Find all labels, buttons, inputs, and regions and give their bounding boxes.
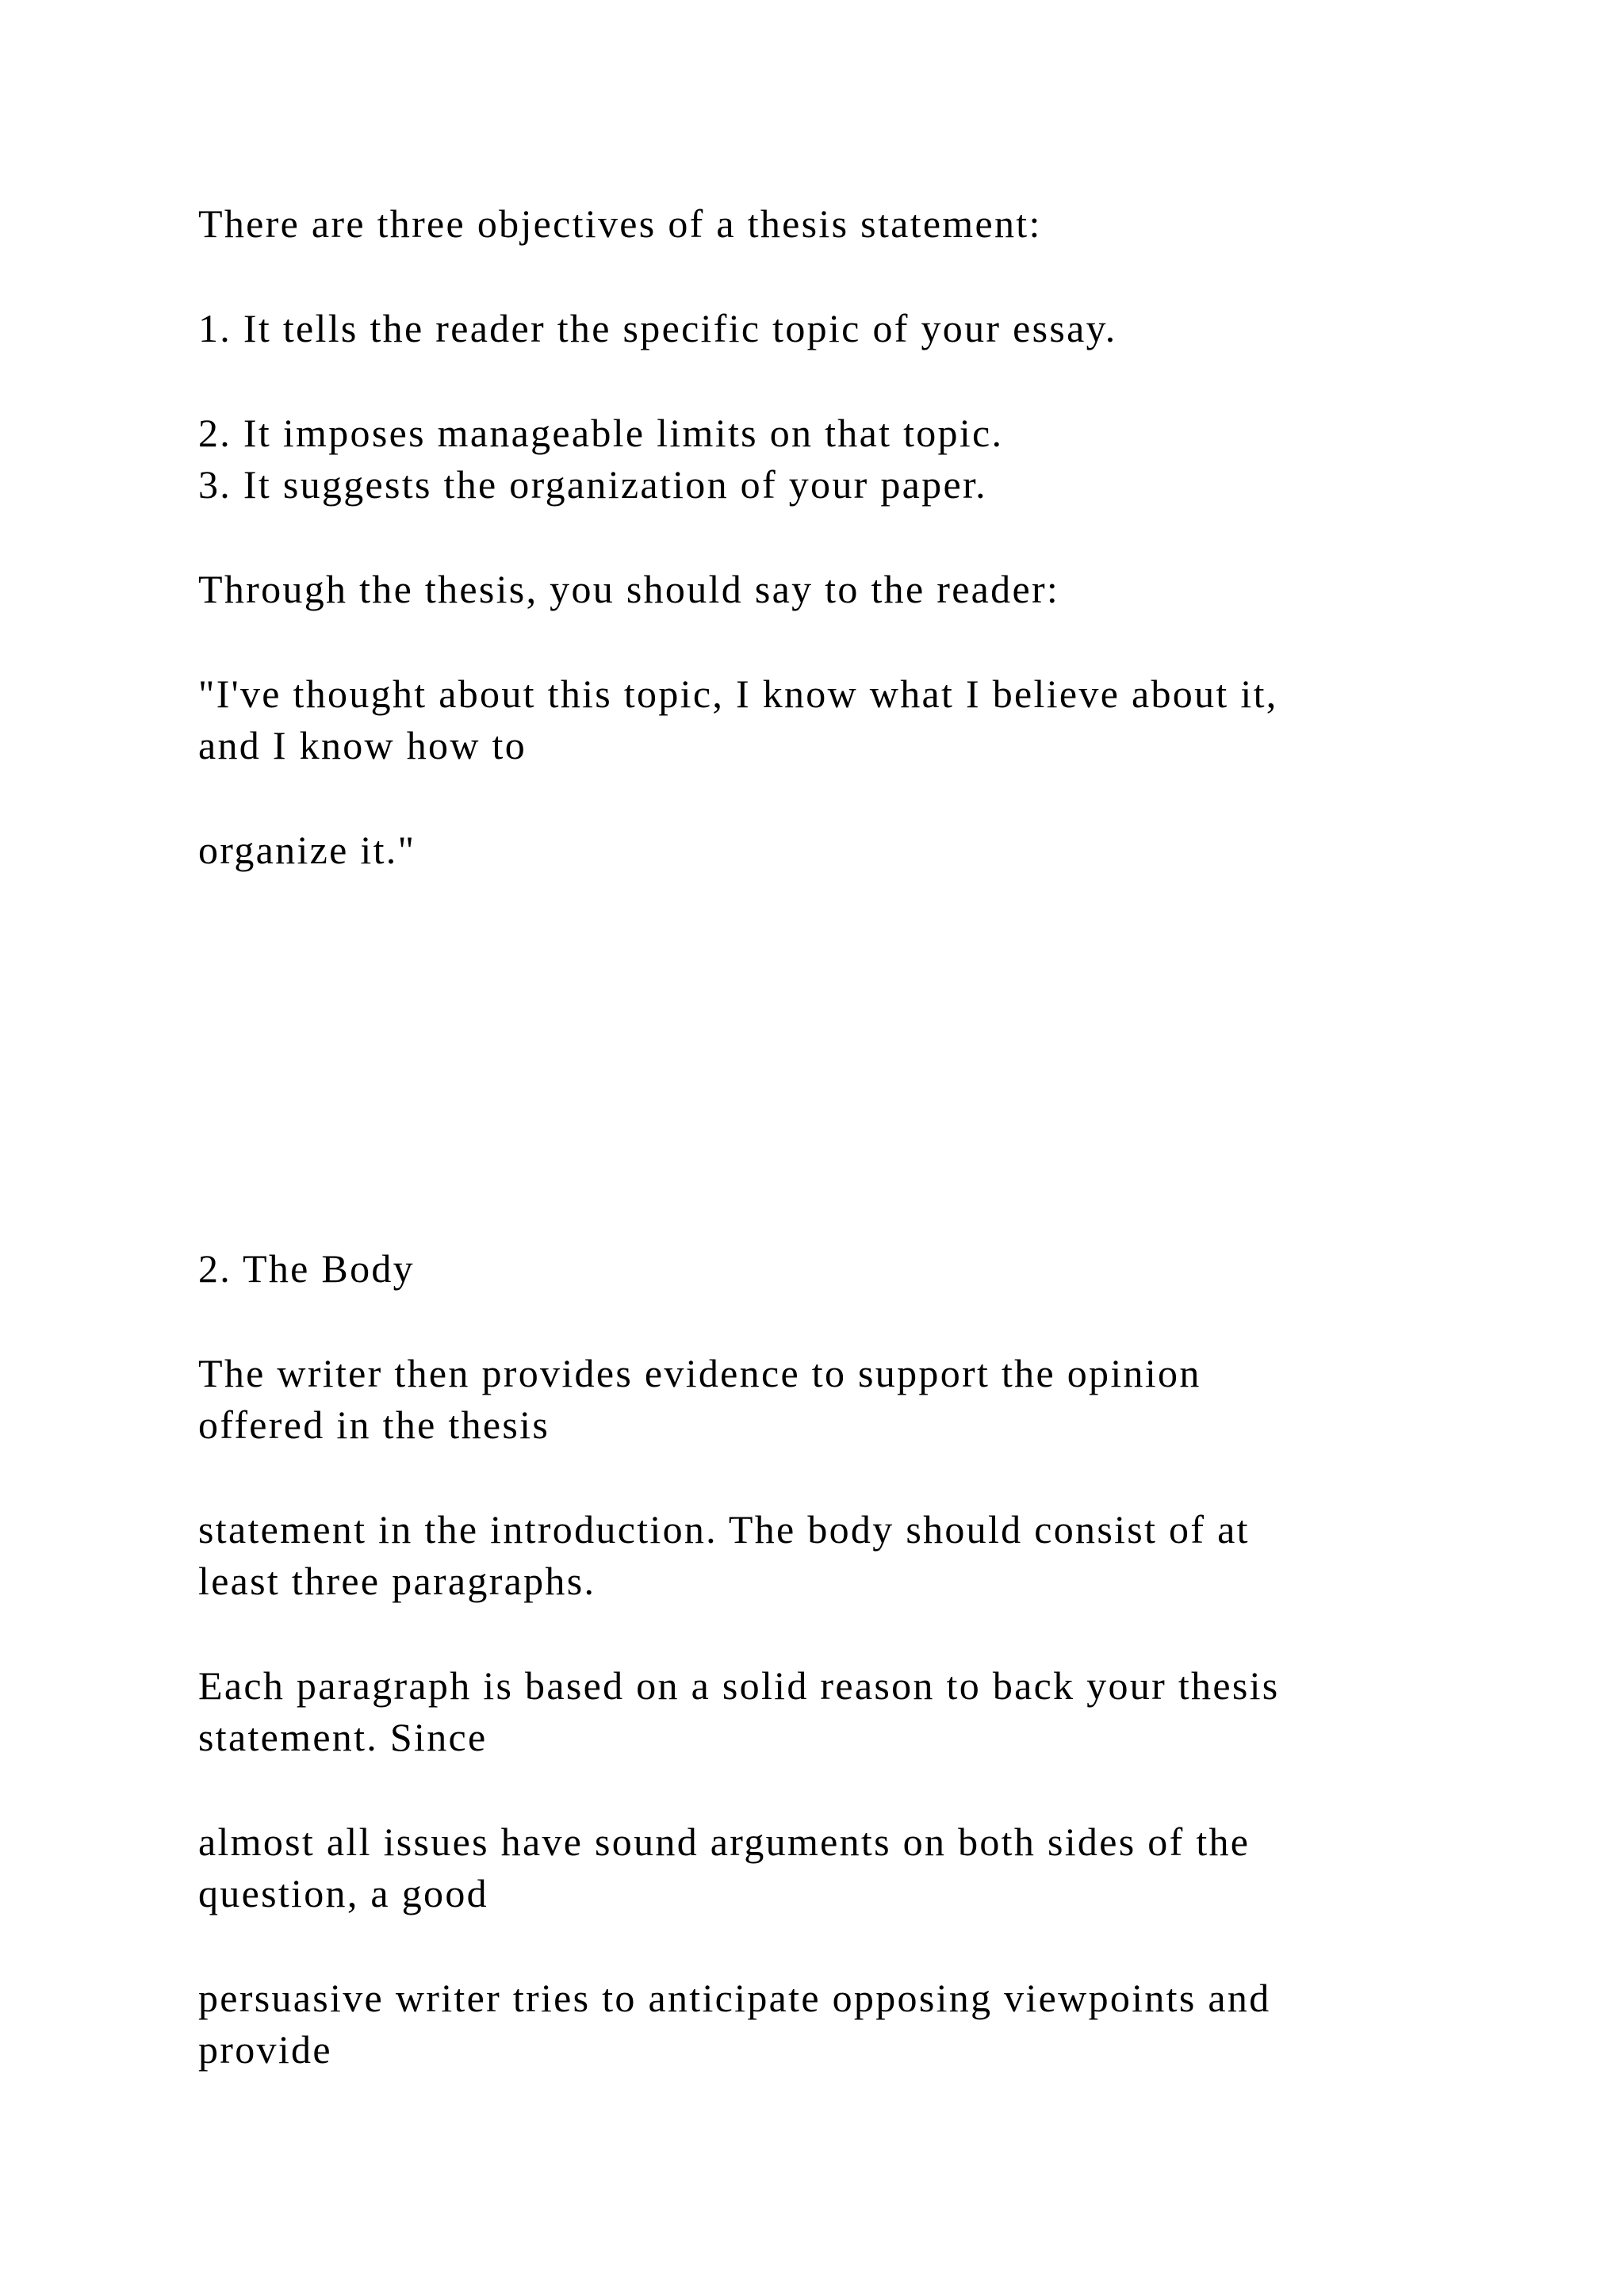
text-line: statement in the introduction. The body should consist of at <box>198 1507 1250 1552</box>
text-line: question, a good <box>198 1871 488 1915</box>
text-line: 1. It tells the reader the specific topic of your essay. <box>198 306 1117 350</box>
text-line: The writer then provides evidence to support the opinion <box>198 1351 1201 1395</box>
text-line: Each paragraph is based on a solid reason to back your thesis <box>198 1663 1280 1708</box>
text-line: offered in the thesis <box>198 1402 550 1447</box>
text-line: statement. Since <box>198 1715 488 1759</box>
text-line: 3. It suggests the organization of your paper. <box>198 462 987 507</box>
text-line: Through the thesis, you should say to the reader: <box>198 567 1060 611</box>
text-line: almost all issues have sound arguments on both sides of the <box>198 1820 1251 1864</box>
text-line: persuasive writer tries to anticipate opposing viewpoints and <box>198 1976 1271 2020</box>
text-line: "I've thought about this topic, I know what I believe about it, <box>198 672 1278 716</box>
text-line: provide <box>198 2027 332 2072</box>
text-line: organize it." <box>198 828 416 872</box>
text-line: 2. It imposes manageable limits on that topic. <box>198 411 1004 455</box>
text-line: least three paragraphs. <box>198 1559 596 1603</box>
text-line: and I know how to <box>198 723 527 767</box>
section-heading: 2. The Body <box>198 1246 415 1291</box>
text-line: There are three objectives of a thesis statement: <box>198 201 1042 246</box>
